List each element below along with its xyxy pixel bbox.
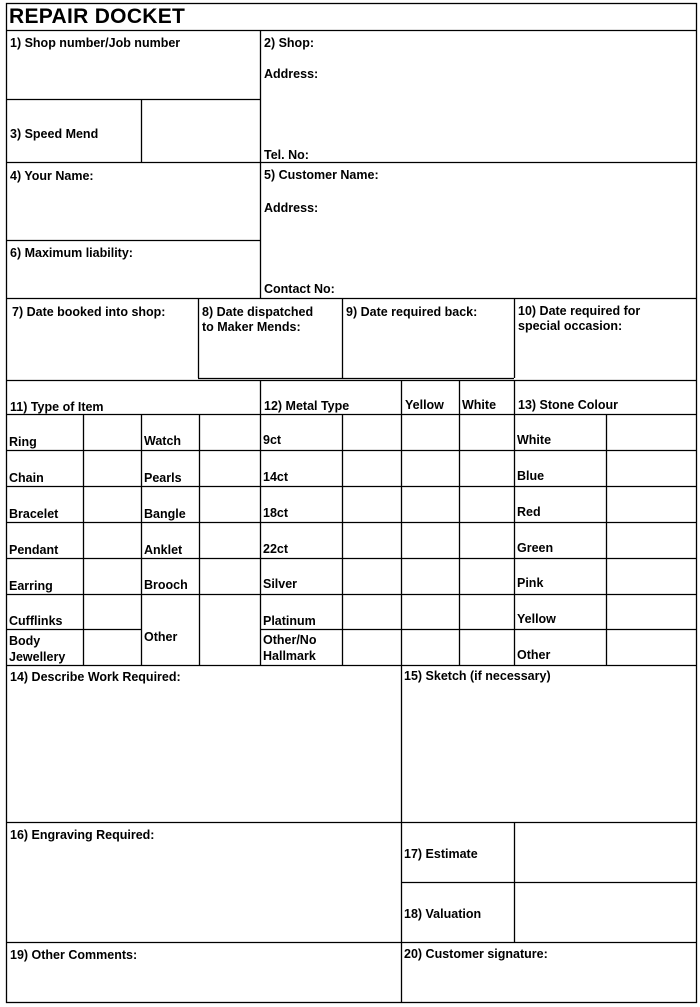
metal-other-label-1: Other/No <box>263 633 317 647</box>
item-pendant-label: Pendant <box>9 543 59 557</box>
valuation-label: 18) Valuation <box>404 907 482 921</box>
metal-yellow-header: Yellow <box>405 398 444 412</box>
item-brooch-checkbox[interactable] <box>200 559 260 594</box>
max-liability-label: 6) Maximum liability: <box>10 246 133 260</box>
item-anklet-checkbox[interactable] <box>200 523 260 558</box>
tel-label: Tel. No: <box>264 148 309 162</box>
stone-colour-column[interactable] <box>607 415 696 665</box>
stone-colour-header: 13) Stone Colour <box>518 398 619 412</box>
stone-white-label: White <box>517 433 552 447</box>
metal-type-header: 12) Metal Type <box>264 399 350 413</box>
metal-14ct-label: 14ct <box>263 470 289 484</box>
metal-white-header: White <box>462 398 497 412</box>
date-dispatched-field[interactable] <box>199 336 342 378</box>
stone-blue-label: Blue <box>517 469 545 483</box>
shop-address-label: Address: <box>264 67 319 81</box>
contact-no-label: Contact No: <box>264 282 335 296</box>
metal-white-column[interactable] <box>460 415 514 665</box>
date-required-back-field[interactable] <box>343 322 514 378</box>
shop-job-number-label: 1) Shop number/Job number <box>10 36 181 50</box>
date-booked-field[interactable] <box>7 322 198 378</box>
your-name-label: 4) Your Name: <box>10 169 94 183</box>
customer-name-label: 5) Customer Name: <box>264 168 379 182</box>
customer-signature-field[interactable] <box>402 964 696 1002</box>
item-ring-label: Ring <box>9 435 37 449</box>
item-pearls-checkbox[interactable] <box>200 451 260 486</box>
stone-pink-label: Pink <box>517 576 544 590</box>
item-brooch-label: Brooch <box>144 578 188 592</box>
customer-field[interactable] <box>261 185 696 298</box>
item-chain-checkbox[interactable] <box>84 451 141 486</box>
sketch-label: 15) Sketch (if necessary) <box>404 669 551 683</box>
stone-yellow-label: Yellow <box>517 612 556 626</box>
shop-field[interactable] <box>261 52 696 162</box>
item-body-jewellery-label-1: Body <box>9 634 41 648</box>
metal-extra-column[interactable] <box>343 415 401 665</box>
other-comments-label: 19) Other Comments: <box>10 948 138 962</box>
item-earring-checkbox[interactable] <box>84 559 141 594</box>
item-body-jewellery-checkbox[interactable] <box>84 630 141 665</box>
docket-title: REPAIR DOCKET <box>9 5 186 28</box>
date-special-field[interactable] <box>515 336 696 380</box>
item-bangle-checkbox[interactable] <box>200 487 260 522</box>
speed-mend-label: 3) Speed Mend <box>10 127 99 141</box>
metal-9ct-label: 9ct <box>263 433 282 447</box>
item-other-checkbox[interactable] <box>200 595 260 665</box>
item-anklet-label: Anklet <box>144 543 183 557</box>
stone-red-label: Red <box>517 505 541 519</box>
your-name-field[interactable] <box>7 185 260 240</box>
date-dispatched-label-2: to Maker Mends: <box>202 320 301 334</box>
date-special-label-2: special occasion: <box>518 319 623 333</box>
metal-22ct-label: 22ct <box>263 542 289 556</box>
metal-yellow-column[interactable] <box>402 415 459 665</box>
sketch-area[interactable] <box>402 686 696 822</box>
shop-job-number-field[interactable] <box>7 52 260 99</box>
item-earring-label: Earring <box>9 579 53 593</box>
stone-green-label: Green <box>517 541 554 555</box>
item-other-label: Other <box>144 630 178 644</box>
metal-platinum-label: Platinum <box>263 614 316 628</box>
metal-silver-label: Silver <box>263 577 298 591</box>
estimate-field[interactable] <box>515 823 696 882</box>
item-cufflinks-checkbox[interactable] <box>84 595 141 629</box>
date-booked-label: 7) Date booked into shop: <box>12 305 166 319</box>
item-body-jewellery-label-2: Jewellery <box>9 650 66 664</box>
engraving-field[interactable] <box>7 844 401 942</box>
item-bangle-label: Bangle <box>144 507 186 521</box>
shop-label: 2) Shop: <box>264 36 314 50</box>
describe-work-label: 14) Describe Work Required: <box>10 670 181 684</box>
item-pearls-label: Pearls <box>144 471 182 485</box>
valuation-field[interactable] <box>515 883 696 942</box>
date-required-back-label: 9) Date required back: <box>346 305 478 319</box>
speed-mend-field[interactable] <box>142 100 260 162</box>
metal-other-label-2: Hallmark <box>263 649 316 663</box>
date-special-label-1: 10) Date required for <box>518 304 641 318</box>
max-liability-field[interactable] <box>7 262 260 298</box>
engraving-label: 16) Engraving Required: <box>10 828 155 842</box>
item-cufflinks-label: Cufflinks <box>9 614 63 628</box>
item-watch-label: Watch <box>144 434 182 448</box>
item-bracelet-label: Bracelet <box>9 507 59 521</box>
customer-signature-label: 20) Customer signature: <box>404 947 548 961</box>
metal-18ct-label: 18ct <box>263 506 289 520</box>
stone-other-label: Other <box>517 648 551 662</box>
item-ring-checkbox[interactable] <box>84 415 141 450</box>
item-pendant-checkbox[interactable] <box>84 523 141 558</box>
date-dispatched-label-1: 8) Date dispatched <box>202 305 314 319</box>
item-bracelet-checkbox[interactable] <box>84 487 141 522</box>
customer-address-label: Address: <box>264 201 319 215</box>
estimate-label: 17) Estimate <box>404 847 478 861</box>
type-of-item-header: 11) Type of Item <box>10 400 104 414</box>
other-comments-field[interactable] <box>7 964 401 1002</box>
item-chain-label: Chain <box>9 471 44 485</box>
describe-work-field[interactable] <box>7 686 401 822</box>
item-watch-checkbox[interactable] <box>200 415 260 450</box>
